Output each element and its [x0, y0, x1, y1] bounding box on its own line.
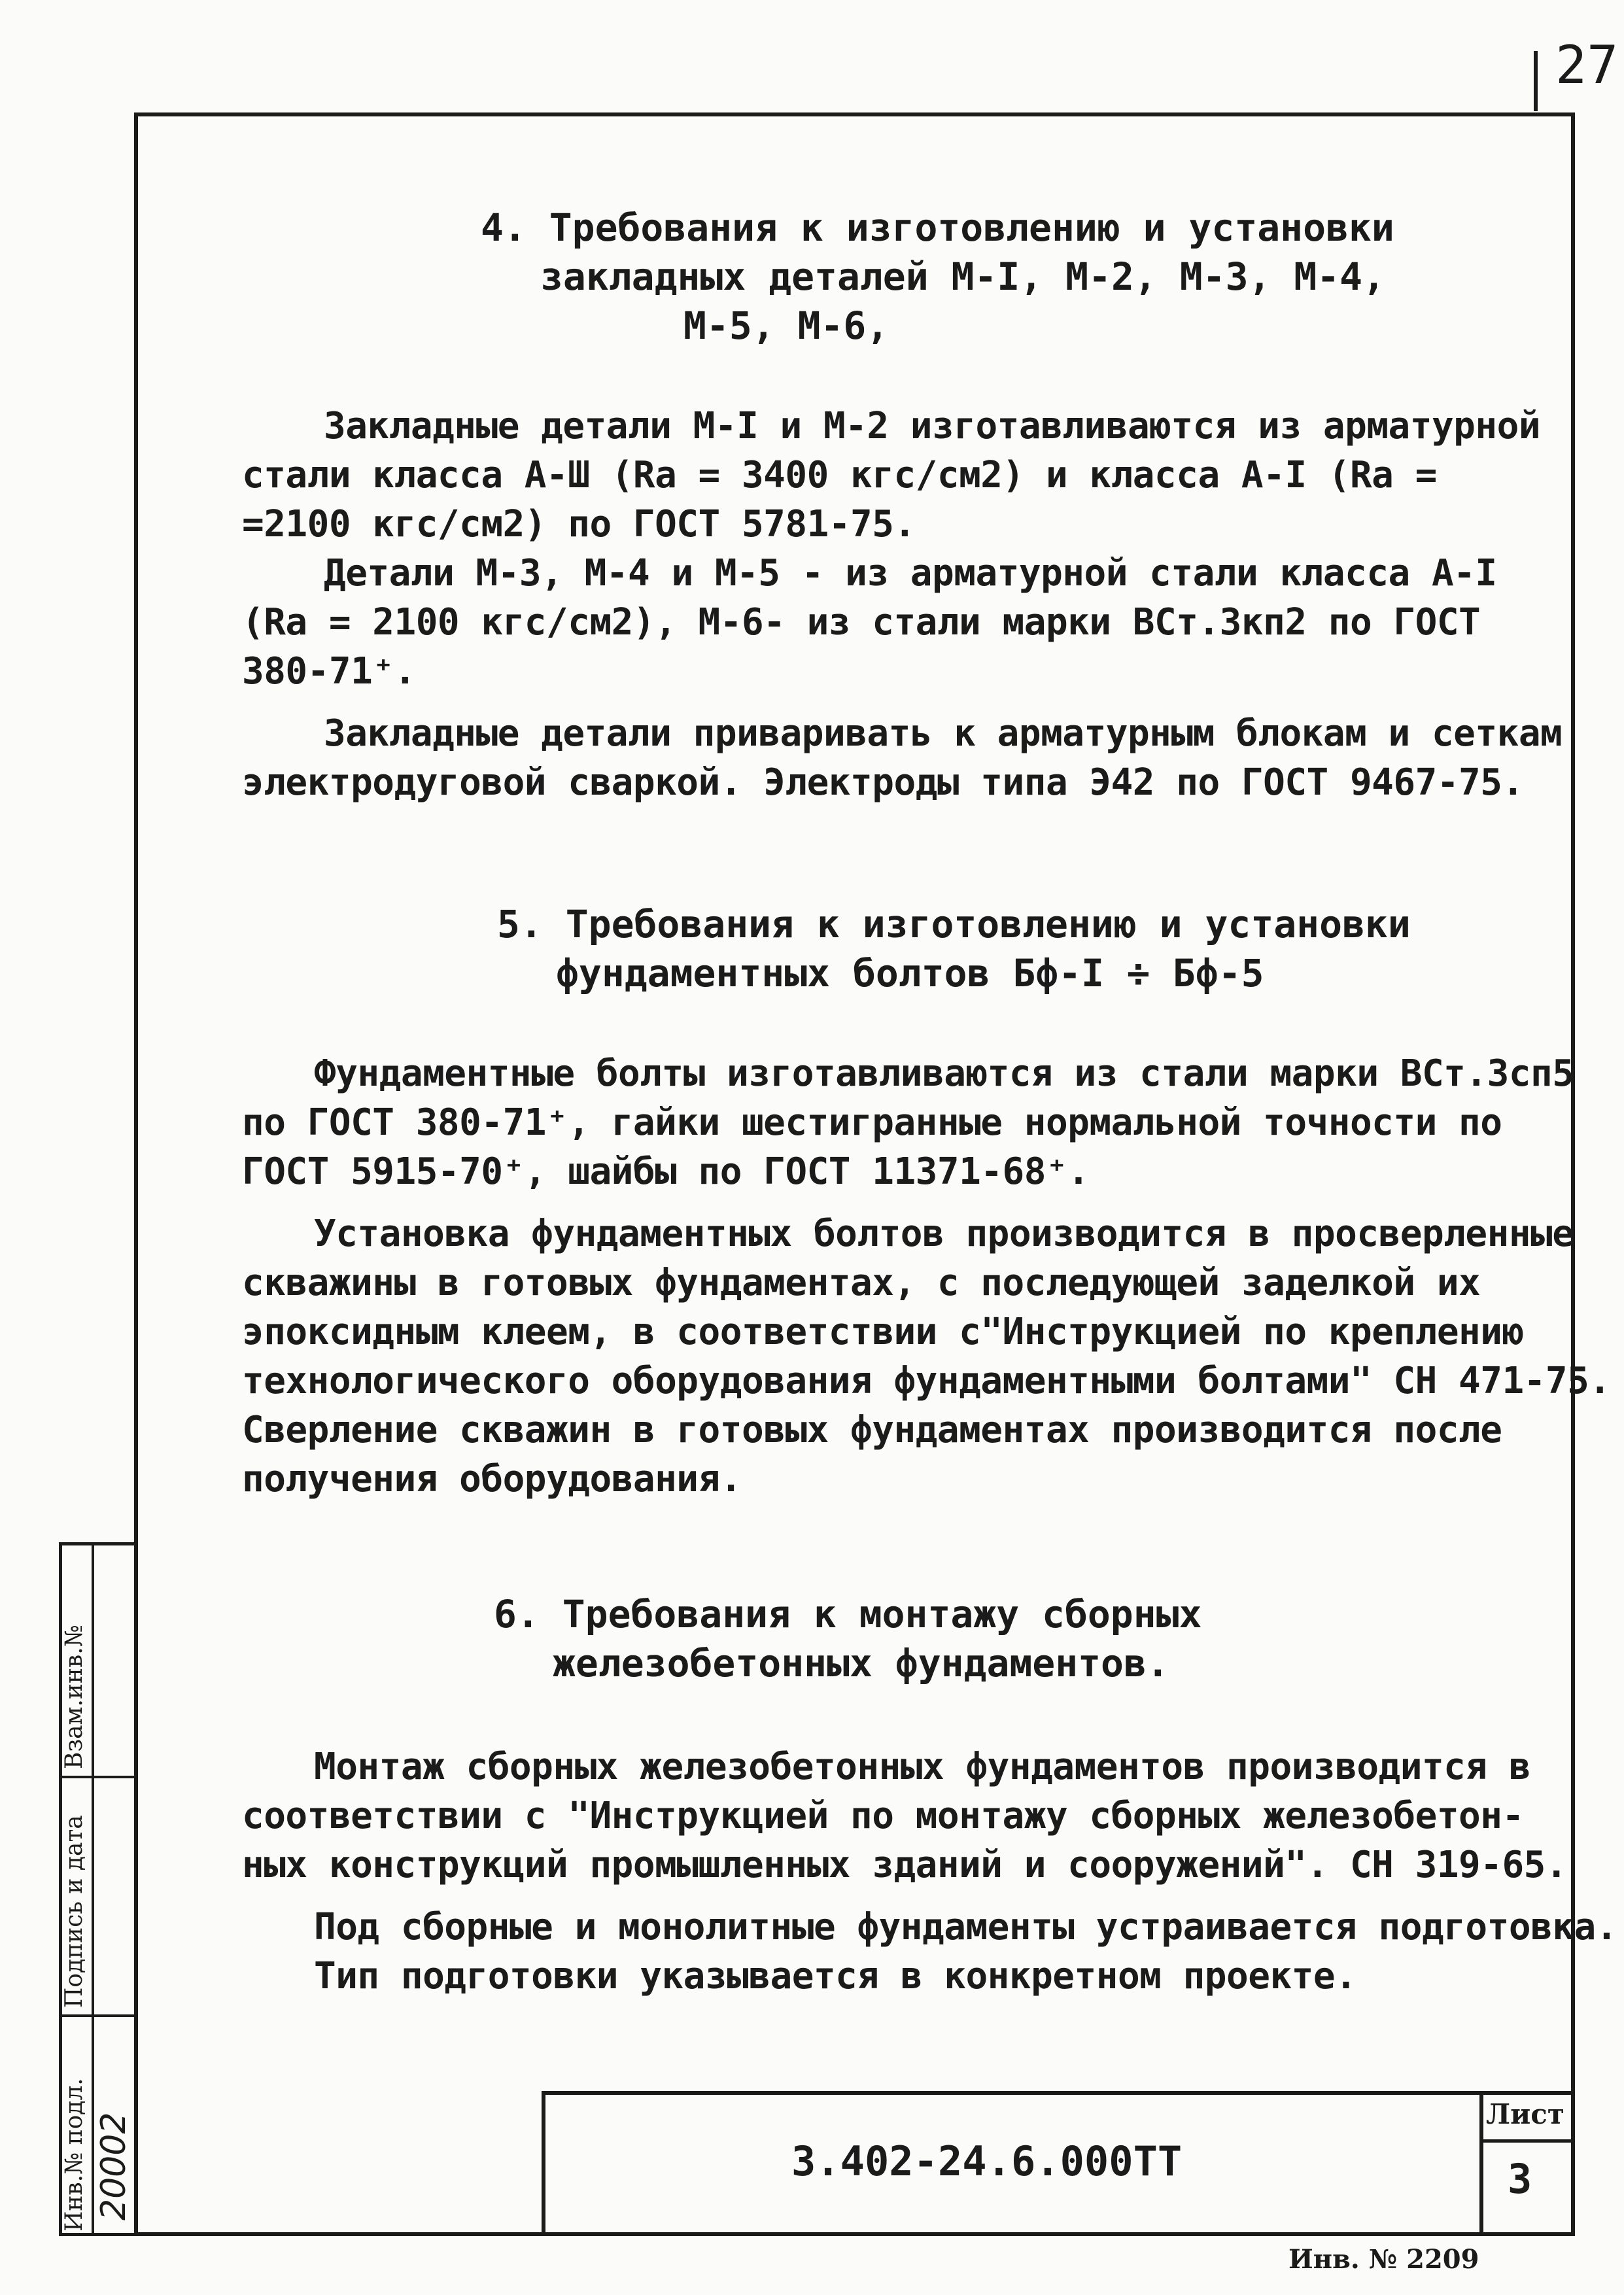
heading-line: закладных деталей М-I, М-2, М-3, М-4,: [540, 254, 1386, 299]
text-line: Тип подготовки указывается в конкретном проекте.: [314, 1955, 1357, 1997]
text-line: по ГОСТ 380-71⁺, гайки шестигранные нормальной точности по: [242, 1101, 1502, 1144]
sheet-label: Лист: [1486, 2098, 1564, 2130]
stamp-label-signature: Подпись и дата: [61, 1815, 88, 2008]
stamp-strip-row-divider: [59, 2014, 134, 2017]
page-number-divider: [1534, 51, 1538, 111]
text-line: 380-71⁺.: [242, 650, 416, 693]
text-line: эпоксидным клеем, в соответствии с"Инструкцией по креплению: [242, 1311, 1524, 1353]
text-line: Детали М-3, М-4 и М-5 - из арматурной стали класса А-I: [324, 552, 1497, 595]
page-number: 27: [1555, 35, 1619, 95]
text-line: электродуговой сваркой. Электроды типа Э42 по ГОСТ 9467-75.: [242, 761, 1524, 804]
text-line: (Rа = 2100 кгс/см2), М-6- из стали марки ВСт.3кп2 по ГОСТ: [242, 601, 1481, 644]
title-block-sheet-row-divider: [1479, 2139, 1575, 2143]
heading-line: 5. Требования к изготовлению и установки: [497, 902, 1411, 946]
heading-line: 6. Требования к монтажу сборных: [494, 1592, 1202, 1636]
text-line: Закладные детали приваривать к арматурным блокам и сеткам: [324, 712, 1563, 755]
text-line: скважины в готовых фундаментах, с последующей заделкой их: [242, 1262, 1481, 1304]
text-line: стали класса А-Ш (Rа = 3400 кгс/см2) и класса А-I (Rа =: [242, 454, 1437, 496]
inventory-number: Инв. № 2209: [1288, 2244, 1479, 2275]
text-line: Установка фундаментных болтов производится в просверленные: [314, 1213, 1574, 1255]
heading-line: М-5, М-6,: [683, 303, 890, 348]
text-line: ГОСТ 5915-70⁺, шайбы по ГОСТ 11371-68⁺.: [242, 1150, 1090, 1193]
text-line: технологического оборудования фундаментными болтами" СН 471-75.: [242, 1360, 1611, 1402]
text-line: Фундаментные болты изготавливаются из стали марки ВСт.3сп5: [314, 1052, 1574, 1095]
text-line: Закладные детали М-I и М-2 изготавливаются из арматурной: [324, 405, 1541, 447]
text-line: =2100 кгс/см2) по ГОСТ 5781-75.: [242, 503, 916, 545]
heading-line: 4. Требования к изготовлению и установки: [481, 205, 1394, 250]
heading-line: фундаментных болтов Бф-I ÷ Бф-5: [556, 951, 1264, 995]
text-line: Монтаж сборных железобетонных фундаментов производится в: [314, 1746, 1531, 1788]
text-line: соответствии с "Инструкцией по монтажу сборных железобетон-: [242, 1795, 1524, 1837]
text-line: ных конструкций промышленных зданий и сооружений". СН 319-65.: [242, 1844, 1568, 1886]
heading-line: железобетонных фундаментов.: [553, 1641, 1169, 1685]
document-code: 3.402-24.6.000ТТ: [791, 2137, 1183, 2185]
stamp-label-inv-no: Инв.№ подл.: [61, 2078, 88, 2232]
title-block-sheet-divider: [1479, 2091, 1483, 2236]
text-line: Под сборные и монолитные фундаменты устраивается подготовка.: [314, 1906, 1617, 1948]
text-line: получения оборудования.: [242, 1458, 742, 1500]
sheet-number: 3: [1508, 2155, 1532, 2203]
stamp-label-replace-inv: Взам.инв.№: [61, 1625, 88, 1769]
text-line: Сверление скважин в готовых фундаментах производится после: [242, 1409, 1502, 1451]
stamp-inv-value: 20002: [94, 2112, 133, 2220]
stamp-strip-row-divider: [59, 1776, 134, 1778]
